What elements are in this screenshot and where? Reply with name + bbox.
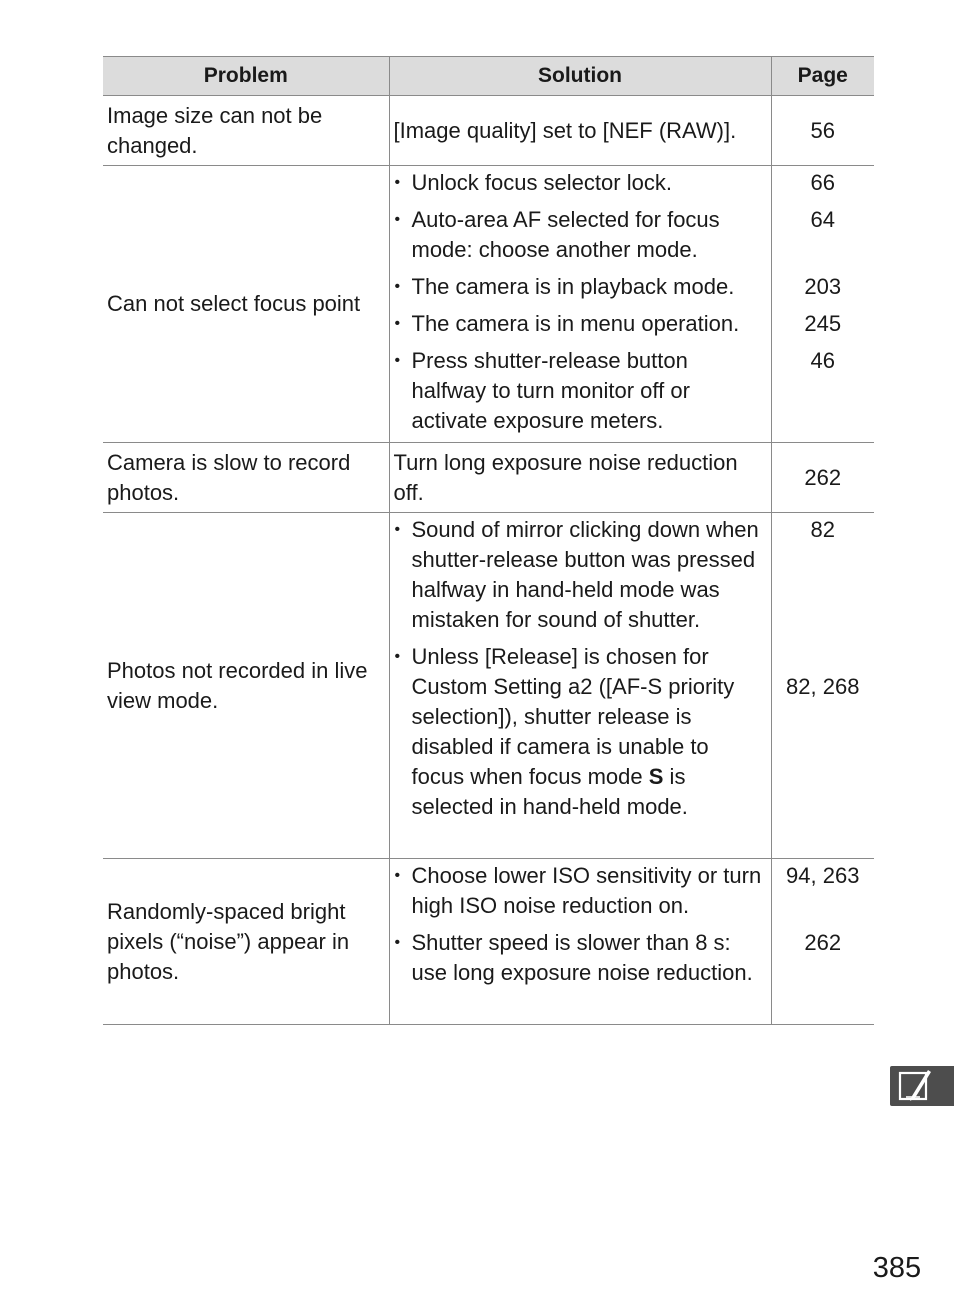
solution-item-text: Unless [Release] is chosen for Custom Setting a2 ([AF-S priority selection]), shutter release is disabled if camera is unable to focus when focus mode [411, 644, 735, 789]
page-cell [771, 166, 874, 443]
page-cell: 56 [771, 96, 874, 166]
page-cell [771, 859, 874, 1025]
page-ref: 82 [810, 517, 835, 542]
problem-cell [103, 443, 389, 513]
table-row [103, 443, 874, 513]
page-cell: 262 [771, 443, 874, 513]
solution-item [394, 642, 765, 822]
page-ref: 46 [810, 348, 835, 373]
solution-item: • Choose lower ISO sensitivity or turn high ISO noise reduction on. [394, 861, 765, 921]
problem-cell [103, 96, 389, 166]
page-ref: 245 [804, 311, 842, 336]
problem-text: Camera is slow to record photos. [107, 449, 351, 505]
solution-item: • Shutter speed is slower than 8 s: use long exposure noise reduction. [394, 928, 765, 988]
page-ref: 66 [810, 170, 835, 195]
table-header-row [103, 57, 874, 96]
solution-list [394, 859, 765, 994]
solution-text: Turn long exposure noise reduction off. [393, 449, 738, 505]
solution-item: • Unlock focus selector lock. [394, 168, 765, 198]
problem-text: Photos not recorded in live view mode. [107, 657, 368, 713]
header-page: Page [771, 57, 874, 96]
solution-item: • The camera is in menu operation. [394, 309, 765, 339]
page-ref: 203 [804, 274, 842, 299]
solution-list [394, 166, 765, 442]
page-ref: 82, 268 [786, 674, 860, 699]
table-row [103, 96, 874, 166]
table-row [103, 166, 874, 443]
solution-list [394, 513, 765, 828]
table-row [103, 513, 874, 859]
troubleshooting-table [103, 56, 874, 1025]
problem-cell [103, 513, 389, 859]
problem-text: Image size can not be changed. [107, 102, 323, 158]
header-solution: Solution [389, 57, 771, 96]
page-ref: 262 [804, 930, 842, 955]
page-ref: 64 [810, 207, 835, 232]
page-cell [771, 513, 874, 859]
solution-text: [Image quality] set to [NEF (RAW)]. [393, 117, 737, 143]
solution-cell [389, 166, 771, 443]
solution-cell [389, 96, 771, 166]
problem-text: Can not select focus point [107, 291, 361, 316]
solution-item: • Sound of mirror clicking down when shutter-release button was pressed halfway in hand-held mode was mistaken for sound of shutter. [394, 515, 765, 635]
solution-cell [389, 443, 771, 513]
solution-item-text: is selected in hand-held mode. [411, 764, 688, 819]
solution-item: • Auto-area AF selected for focus mode: choose another mode. [394, 205, 765, 265]
solution-item: • The camera is in playback mode. [394, 272, 765, 302]
solution-item: • Press shutter-release button halfway to turn monitor off or activate exposure meters. [394, 346, 765, 436]
problem-cell [103, 859, 389, 1025]
solution-cell [389, 513, 771, 859]
page-number: 385 [872, 1252, 922, 1284]
problem-cell [103, 166, 389, 443]
solution-cell [389, 859, 771, 1025]
section-tab [890, 1066, 954, 1106]
page-ref: 94, 263 [786, 863, 860, 888]
problem-text: Randomly-spaced bright pixels (“noise”) appear in photos. [107, 898, 350, 984]
focus-mode-s-label: S [648, 764, 664, 789]
header-problem: Problem [103, 57, 389, 96]
table-row [103, 859, 874, 1025]
notes-pencil-icon [890, 1066, 954, 1106]
